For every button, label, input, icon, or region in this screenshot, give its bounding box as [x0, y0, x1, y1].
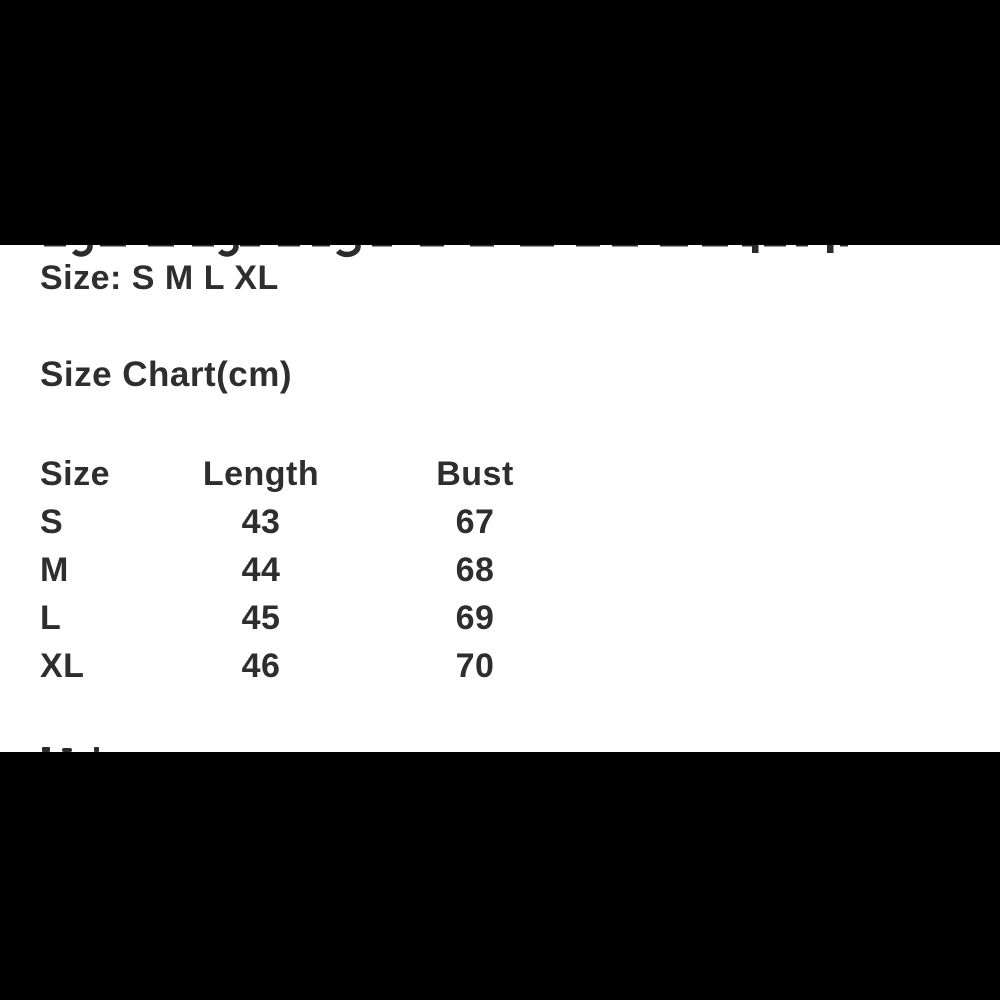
table-row [40, 642, 588, 690]
cell-size: L [40, 599, 62, 637]
cell-bust: 69 [455, 599, 495, 637]
column-header-bust: Bust [436, 455, 514, 493]
cell-size: S [40, 503, 64, 541]
top-letterbox-bar [0, 0, 1000, 245]
table-header-row [40, 450, 588, 498]
table-row [40, 498, 588, 546]
cell-size: XL [40, 647, 85, 685]
cell-bust: 67 [455, 503, 495, 541]
table-row [40, 594, 588, 642]
column-header-length: Length [202, 455, 320, 493]
cell-bust: 68 [455, 551, 495, 589]
size-chart-title: Size Chart(cm) [40, 355, 293, 394]
column-header-size: Size [40, 455, 111, 493]
cell-length: 44 [241, 551, 281, 589]
size-chart-table [40, 450, 588, 690]
bottom-letterbox-bar [0, 752, 1000, 1000]
table-row [40, 546, 588, 594]
cell-length: 46 [241, 647, 281, 685]
occluded-text-line-fragments [0, 244, 1000, 260]
size-options-line: Size: S M L XL [40, 259, 279, 297]
cell-bust: 70 [455, 647, 495, 685]
cell-length: 45 [241, 599, 281, 637]
occluded-note-line-fragments [0, 745, 1000, 752]
cell-length: 43 [241, 503, 281, 541]
cell-size: M [40, 551, 69, 589]
